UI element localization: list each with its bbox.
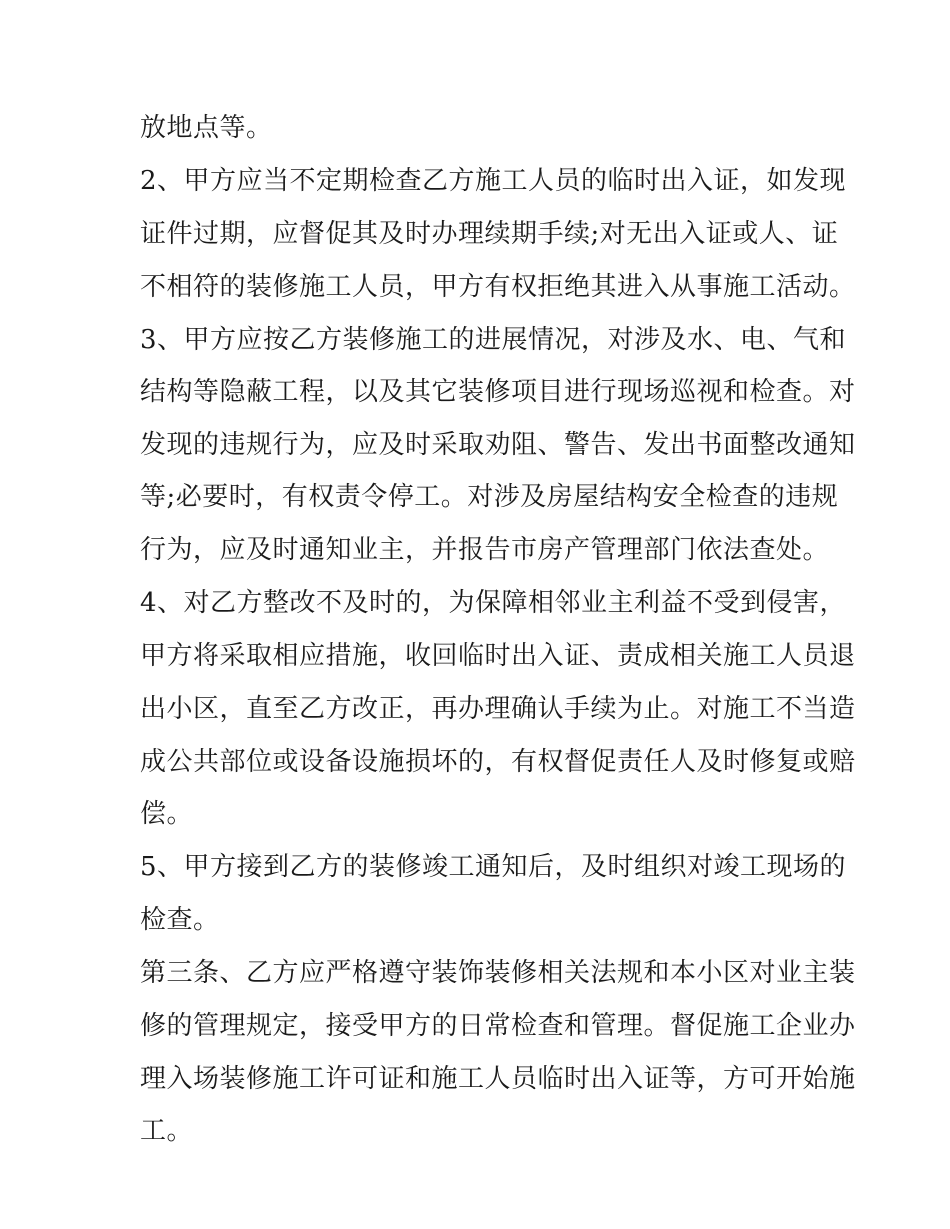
text-line: 成公共部位或设备设施损坏的，有权督促责任人及时修复或赔: [140, 747, 856, 777]
text-line: 4、对乙方整改不及时的，为保障相邻业主利益不受到侵害，: [140, 588, 847, 618]
text-line: 甲方将采取相应措施，收回临时出入证、责成相关施工人员退: [140, 641, 856, 671]
text-line: 修的管理规定，接受甲方的日常检查和管理。督促施工企业办: [140, 1011, 856, 1041]
text-line: 发现的违规行为，应及时采取劝阻、警告、发出书面整改通知: [140, 430, 856, 460]
text-line: 结构等隐蔽工程，以及其它装修项目进行现场巡视和检查。对: [140, 377, 856, 407]
text-line: 等;必要时，有权责令停工。对涉及房屋结构安全检查的违规: [140, 482, 839, 512]
text-line: 5、甲方接到乙方的装修竣工通知后，及时组织对竣工现场的: [140, 852, 847, 882]
text-line: 出小区，直至乙方改正，再办理确认手续为止。对施工不当造: [140, 694, 856, 724]
text-line: 证件过期，应督促其及时办理续期手续;对无出入证或人、证: [140, 219, 839, 249]
text-line: 放地点等。: [140, 113, 273, 143]
text-line: 3、甲方应按乙方装修施工的进展情况，对涉及水、电、气和: [140, 325, 847, 355]
text-line: 行为，应及时通知业主，并报告市房产管理部门依法查处。: [140, 535, 830, 565]
text-line: 偿。: [140, 799, 194, 829]
text-line: 2、甲方应当不定期检查乙方施工人员的临时出入证，如发现: [140, 166, 847, 196]
text-line: 不相符的装修施工人员，甲方有权拒绝其进入从事施工活动。: [140, 272, 856, 302]
text-line: 工。: [140, 1116, 194, 1146]
text-line: 检查。: [140, 905, 220, 935]
text-line: 理入场装修施工许可证和施工人员临时出入证等，方可开始施: [140, 1064, 856, 1094]
text-line: 第三条、乙方应严格遵守装饰装修相关法规和本小区对业主装: [140, 958, 856, 988]
